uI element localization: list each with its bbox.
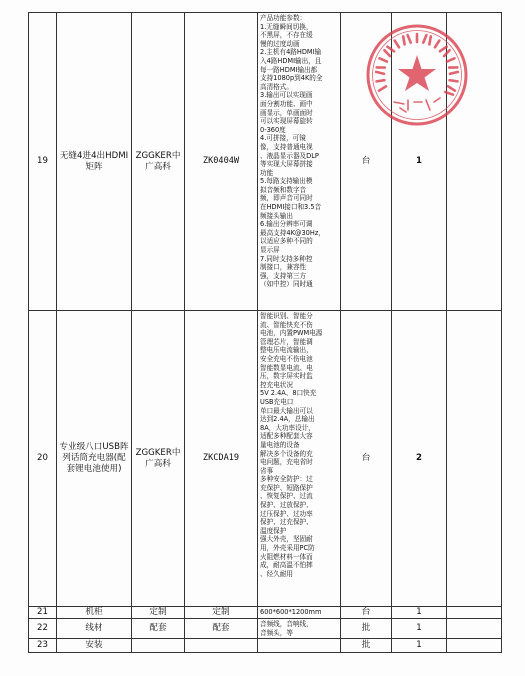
item-quantity: 1 xyxy=(392,619,447,639)
parameter-line: 强，支持第三方 xyxy=(260,271,307,280)
item-remark xyxy=(447,619,502,639)
parameter-line: 5.每路支持输出模 xyxy=(260,177,313,186)
parameter-line: 2.主机有4路HDMI输 xyxy=(260,48,322,57)
seal-glyph-stroke xyxy=(376,72,384,74)
parameter-line: 压，数字屏实时监 xyxy=(260,372,313,381)
parameter-line: 产品功能参数： xyxy=(260,14,307,22)
item-parameters xyxy=(258,619,341,639)
parameter-line: 管理芯片，智能调 xyxy=(260,337,313,346)
item-brand: ZGGKER中广高科 xyxy=(132,13,185,311)
seal-glyph-stroke xyxy=(403,36,404,44)
item-unit: 批 xyxy=(341,619,392,639)
parameter-line: 流、智能快充不伤 xyxy=(260,320,313,329)
parameter-line: 5V 2.4A、8口快充 xyxy=(260,389,317,398)
item-name: 无缝4进4出HDMI矩阵 xyxy=(57,13,132,311)
parameter-line: 4.可拼接，可镜 xyxy=(260,134,306,143)
item-name: 安装 xyxy=(57,639,132,653)
seal-glyph-stroke xyxy=(440,47,447,52)
seal-glyph-stroke xyxy=(408,35,411,43)
parameter-line: 电池，内置PWM电源 xyxy=(260,329,323,338)
parameter-line: 0-360度 xyxy=(260,125,286,134)
parameter-line: 频，即声音可同时 xyxy=(260,194,313,203)
item-name: 专业级八口USB阵列话筒充电器(配套锂电池使用) xyxy=(57,311,132,607)
parameter-line: 达到2.4A，总输出 xyxy=(260,415,315,424)
seal-glyph-stroke xyxy=(387,47,394,52)
table-row xyxy=(29,619,502,639)
parameter-line: 不黑屏，不存在缓 xyxy=(260,31,313,40)
item-unit: 台 xyxy=(341,607,392,619)
item-model: ZK0404W xyxy=(185,13,258,311)
parameter-line: 火阻燃材料一体而 xyxy=(260,552,313,561)
parameter-line: 多种安全防护：过 xyxy=(260,475,313,484)
parameter-line: 可以实现屏幕旋转 xyxy=(260,117,313,126)
parameter-line: 适配多种配套大容 xyxy=(260,432,313,441)
item-brand: 配套 xyxy=(132,619,185,639)
seal-glyph-stroke xyxy=(434,98,440,102)
parameter-line: 在HDMI接口和3.5音 xyxy=(260,203,322,212)
table-row xyxy=(29,311,502,607)
item-brand: 定制 xyxy=(132,607,185,619)
row-number: 21 xyxy=(29,607,57,619)
parameter-line: 充保护、短路保护 xyxy=(260,483,313,492)
seal-glyph-stroke xyxy=(394,102,404,104)
item-name: 线材 xyxy=(57,619,132,639)
parameter-line: 功能 xyxy=(260,168,274,177)
parameter-line: 强大外壳，坚固耐 xyxy=(260,535,313,544)
seal-glyph-stroke xyxy=(445,92,453,95)
item-model: 配套 xyxy=(185,619,258,639)
item-brand: ZGGKER中广高科 xyxy=(132,311,185,607)
row-number: 20 xyxy=(29,311,57,607)
parameter-line: 像，支持普通电视 xyxy=(260,142,313,151)
parameter-line: 入4路HDMI输出，且 xyxy=(260,56,322,65)
seal-glyph-stroke xyxy=(429,36,430,44)
parameter-line: 控充电状况 xyxy=(260,380,293,389)
row-number: 22 xyxy=(29,619,57,639)
parameter-line: 显示屏 xyxy=(260,246,280,255)
seal-glyph-stroke xyxy=(448,86,455,90)
table-row xyxy=(29,607,502,619)
parameter-line: 温度保护 xyxy=(260,526,287,535)
item-remark xyxy=(447,639,502,653)
seal-glyph-stroke xyxy=(447,58,454,61)
parameter-line: 7.同时支持多种控 xyxy=(260,254,313,263)
item-quantity: 1 xyxy=(392,607,447,619)
row-number: 19 xyxy=(29,13,57,311)
parameter-line: 频接头输出 xyxy=(260,211,293,220)
item-remark xyxy=(447,607,502,619)
item-parameters xyxy=(258,607,341,619)
parameter-line: 慢的过度动画 xyxy=(260,39,300,48)
parameter-line: 保护、过放保护、 xyxy=(260,501,313,510)
item-parameters xyxy=(258,639,341,653)
item-quantity: 2 xyxy=(392,311,447,607)
parameter-line: 以适应多种不同的 xyxy=(260,237,313,246)
parameter-line: 等实现大屏幕拼接 xyxy=(260,160,313,169)
parameter-line: 音频头，等 xyxy=(260,628,293,637)
parameter-line: 用，外壳采用PC防 xyxy=(260,544,315,553)
parameter-line: 成，耐高温不怕摔 xyxy=(260,561,313,570)
parameter-line: 量电池的设备 xyxy=(260,440,300,449)
seal-glyph-stroke xyxy=(450,80,458,81)
item-parameters xyxy=(258,13,341,311)
seal-glyph-stroke xyxy=(444,50,450,56)
item-model xyxy=(185,639,258,653)
table-row xyxy=(29,639,502,653)
item-quantity: 1 xyxy=(392,13,447,311)
parameter-line: 整电压电流输出， xyxy=(260,346,313,355)
parameter-line: 过压保护、过功率 xyxy=(260,509,313,518)
parameter-line: 3.输出可以实现画 xyxy=(260,91,313,100)
company-seal-stamp xyxy=(364,22,470,128)
seal-glyph-stroke xyxy=(423,35,426,43)
parameter-line: 解决多个设备的充 xyxy=(260,449,313,458)
parameter-line: 支持1080p到4K的全 xyxy=(260,74,323,83)
seal-glyph-stroke xyxy=(435,41,439,48)
parameter-line: 、经久耐用 xyxy=(260,569,293,578)
parameter-line: 1.无缝瞬间切换， xyxy=(260,22,313,31)
seal-glyph-stroke xyxy=(380,58,387,61)
item-remark xyxy=(447,311,502,607)
parameter-line: 600*600*1200mm xyxy=(260,608,322,616)
item-unit: 批 xyxy=(341,639,392,653)
parameter-line: 电问题，充电省时 xyxy=(260,458,313,467)
seal-glyph-stroke xyxy=(379,86,386,90)
parameter-line: 画显示，单画面时 xyxy=(260,108,313,117)
parameter-line: 制接口，兼容性 xyxy=(260,263,307,272)
parameter-line: 最高支持4K@30Hz， xyxy=(260,228,325,237)
seal-glyph-stroke xyxy=(384,50,390,56)
parameter-line: 保护、过充保护、 xyxy=(260,518,313,527)
parameter-line: 省事 xyxy=(260,466,274,475)
item-name: 机柜 xyxy=(57,607,132,619)
parameter-line: USB充电口 xyxy=(260,397,294,406)
parameter-line: 、恢复保护、过流 xyxy=(260,492,313,501)
parameter-line: 单口最大输出可以 xyxy=(260,406,313,415)
parameter-line: 高清格式。 xyxy=(260,82,293,91)
parameter-line: 每一路HDMI输出都 xyxy=(260,65,318,74)
parameter-line: 音频线，音响线， xyxy=(260,620,313,628)
parameter-line: 6.输出分辨率可调 xyxy=(260,220,313,229)
parameter-line: 智能识别、智能分 xyxy=(260,312,313,320)
item-model: 定制 xyxy=(185,607,258,619)
item-quantity: 1 xyxy=(392,639,447,653)
parameter-line: 拟音频和数字音 xyxy=(260,185,307,194)
parameter-line: 安全充电不伤电池 xyxy=(260,354,313,363)
item-unit: 台 xyxy=(341,13,392,311)
seal-glyph-stroke xyxy=(426,100,430,110)
item-model: ZKCDA19 xyxy=(185,311,258,607)
seal-glyph-stroke xyxy=(395,41,399,48)
item-parameters xyxy=(258,311,341,607)
seal-glyph-stroke xyxy=(450,72,458,74)
seal-glyph-stroke xyxy=(377,80,385,81)
row-number: 23 xyxy=(29,639,57,653)
parameter-line: 8A，大功率设计， xyxy=(260,423,315,432)
seal-glyph-stroke xyxy=(400,108,406,112)
item-unit: 台 xyxy=(341,311,392,607)
parameter-line: 、液晶显示器及DLP xyxy=(260,151,319,160)
parameter-line: （如中控）同时通 xyxy=(260,280,313,289)
parameter-line: 面分割功能、画中 xyxy=(260,99,313,108)
item-brand xyxy=(132,639,185,653)
parameter-line: 智能数显电流、电 xyxy=(260,363,313,372)
